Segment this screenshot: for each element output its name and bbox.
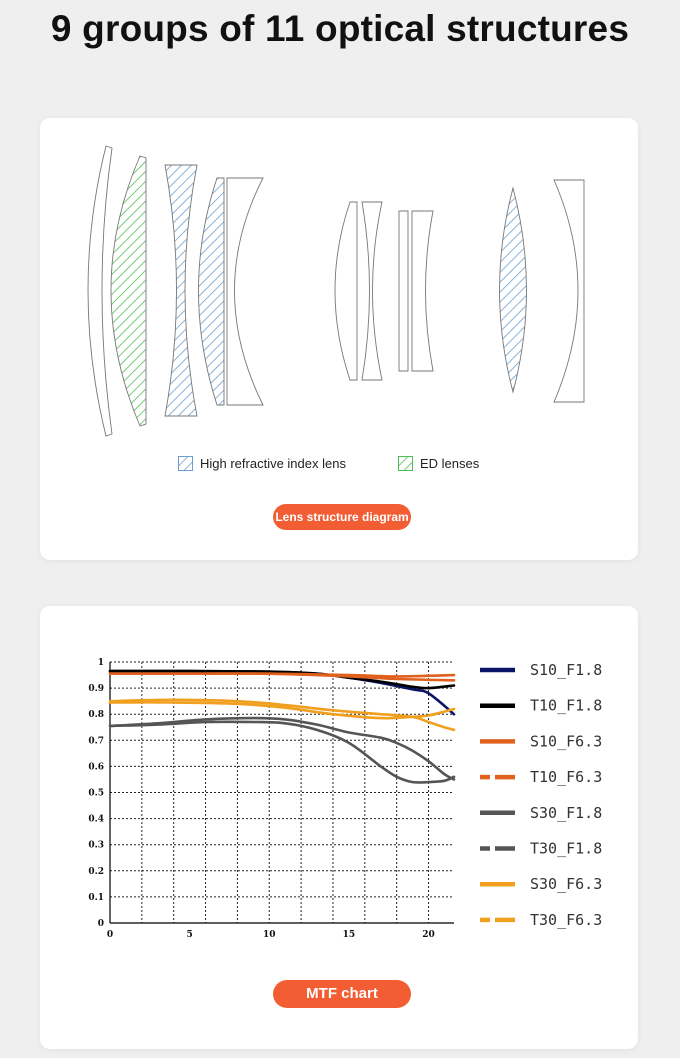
lens-element-1 [88,146,112,436]
x-tick-label: 10 [262,930,276,940]
y-tick-label: 1 [97,658,104,668]
lens-element-10 [500,188,527,392]
y-tick-label: 0 [97,919,104,929]
legend-ed-lenses [398,456,479,471]
mtf-card [40,606,638,1049]
x-tick-label: 15 [342,930,356,940]
lens-element-8 [399,211,408,371]
x-tick-label: 5 [186,930,193,940]
lens-element-7 [362,202,382,380]
x-tick-label: 0 [106,930,114,940]
y-tick-label: 0.7 [88,736,104,747]
lens-element-2 [111,156,146,426]
legend-label-T30_F6.3: T30_F6.3 [530,910,603,929]
legend-label-S10_F6.3: S10_F6.3 [530,732,603,751]
legend-label-S30_F6.3: S30_F6.3 [530,875,603,894]
mtf-chart-button[interactable]: MTF chart [273,980,411,1008]
legend-label-T30_F1.8: T30_F1.8 [530,839,603,858]
lens-element-6 [335,202,357,380]
y-tick-label: 0.9 [88,684,104,695]
legend-label-T10_F1.8: T10_F1.8 [530,696,603,715]
legend-label-S30_F1.8: S30_F1.8 [530,803,603,822]
lens-element-4 [199,178,225,405]
lens-element-3 [165,165,197,416]
lens-element-5 [227,178,263,405]
page-title: 9 groups of 11 optical structures [50,8,630,49]
lens-element-9 [412,211,433,371]
y-tick-label: 0.2 [88,866,104,877]
y-tick-label: 0.4 [88,814,104,825]
mtf-chart [40,606,638,956]
lens-structure-card [40,118,638,560]
series-line-T30_F1.8 [110,722,454,783]
legend-label: High refractive index lens [200,456,346,471]
lens-element-11 [554,180,584,402]
x-tick-label: 20 [422,930,435,940]
y-tick-label: 0.6 [88,762,104,773]
series-line-S30_F1.8 [110,718,454,779]
legend-label: ED lenses [420,456,480,471]
legend-label-S10_F1.8: S10_F1.8 [530,661,603,679]
y-tick-label: 0.1 [88,892,104,903]
y-tick-label: 0.8 [88,710,104,721]
hatch-blue-swatch-icon [178,456,193,471]
y-tick-label: 0.5 [88,788,104,799]
hatch-green-swatch-icon [398,456,413,471]
legend-high-refractive [178,456,346,471]
lens-diagram [40,118,638,438]
legend-label-T10_F6.3: T10_F6.3 [530,768,603,787]
lens-structure-diagram-button[interactable]: Lens structure diagram [273,504,411,530]
y-tick-label: 0.3 [88,840,104,851]
